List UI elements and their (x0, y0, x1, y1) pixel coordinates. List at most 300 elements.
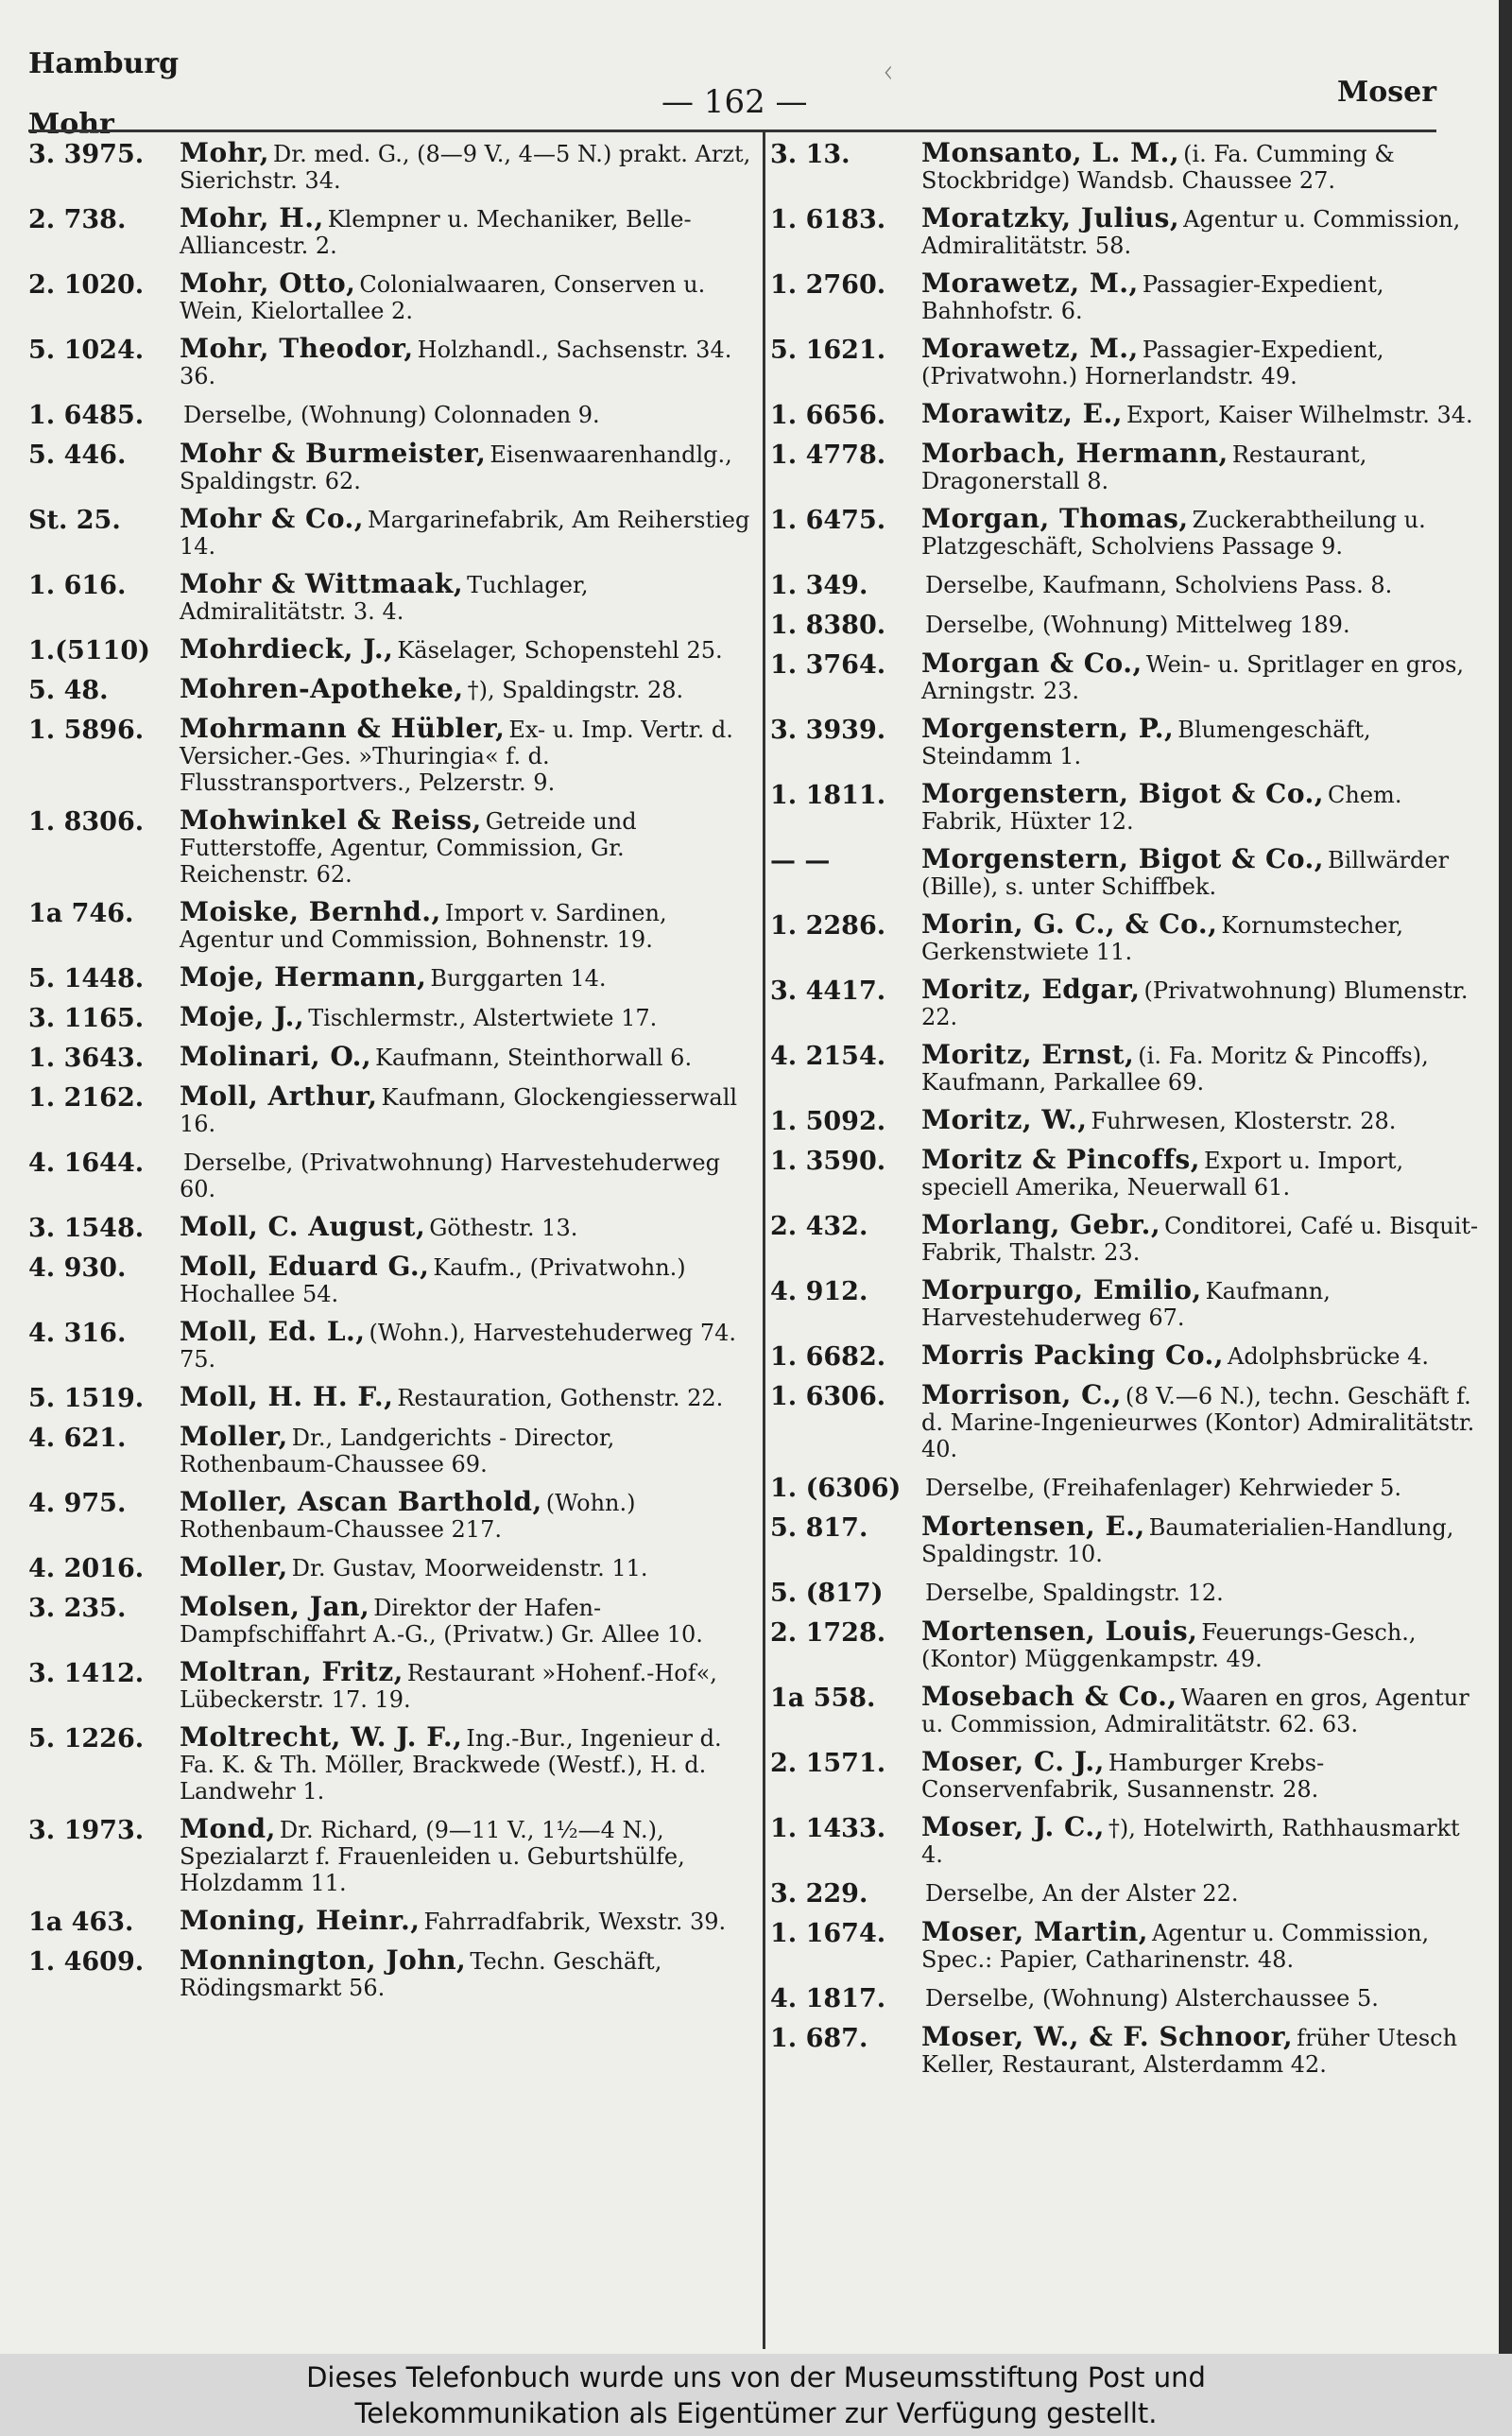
header-city: Hamburg (28, 47, 180, 80)
directory-entry (770, 976, 1488, 1030)
entry-name: Morawetz, M., (921, 268, 1139, 299)
entry-body (921, 650, 1488, 704)
directory-entry (28, 1041, 756, 1073)
entry-body (180, 804, 756, 888)
phone-number: 1. 349. (770, 571, 868, 600)
directory-entry (770, 611, 1488, 639)
entry-name: Mohr & Wittmaak, (180, 568, 464, 599)
footer-line-2: Telekommunikation als Eigentümer zur Verfügung gestellt. (354, 2397, 1158, 2429)
footer-notice (0, 2354, 1512, 2436)
entry-details: Derselbe, (Freihafenlager) Kehrwieder 5. (925, 1475, 1402, 1501)
entry-body (180, 1656, 756, 1713)
entry-name: Morpurgo, Emilio, (921, 1274, 1202, 1305)
directory-entry (770, 1474, 1488, 1502)
entry-body (921, 976, 1488, 1030)
entry-details: Derselbe, (Wohnung) Alsterchaussee 5. (925, 1985, 1379, 2012)
entry-name: Mohr & Co., (180, 503, 365, 534)
entry-body (921, 137, 1488, 194)
pencil-mark: ᚲ (879, 55, 898, 91)
entry-name: Mohrmann & Hübler, (180, 713, 506, 744)
directory-entry (770, 1681, 1488, 1737)
entry-body (921, 1039, 1488, 1096)
phone-number: 4. 930. (28, 1253, 127, 1283)
entry-details: Kornumstecher, Gerkenstwiete 11. (921, 912, 1403, 965)
entry-body (180, 1944, 756, 2001)
directory-entry (770, 1879, 1488, 1908)
directory-entry (28, 1149, 756, 1202)
phone-number: 1.(5110) (28, 636, 150, 665)
entry-details: (8 V.—6 N.), techn. Geschäft f. d. Marine-Ingenieurwes (Kontor) Admiralitätstr. 40. (921, 1383, 1475, 1462)
page-header (28, 38, 1436, 141)
entry-body (921, 202, 1488, 259)
entry-body (921, 438, 1488, 494)
phone-number: 1. (6306) (770, 1474, 902, 1503)
header-left-name: Mohr (28, 108, 114, 141)
directory-entry (28, 1080, 756, 1137)
directory-entry (770, 1579, 1488, 1607)
entry-details: Dr. med. G., (8—9 V., 4—5 N.) prakt. Arzt, Sierichstr. 34. (180, 141, 751, 194)
entry-details: Derselbe, Kaufmann, Scholviens Pass. 8. (925, 572, 1393, 598)
entry-body (921, 1879, 1488, 1908)
directory-entry (770, 1615, 1488, 1672)
phone-number: 3. 1973. (28, 1816, 145, 1845)
entry-body (921, 1615, 1488, 1672)
phone-number: 1. 3764. (770, 650, 886, 680)
entry-body (921, 503, 1488, 560)
phone-number: 3. 3939. (770, 716, 886, 745)
directory-entry (770, 650, 1488, 704)
phone-number: 2. 738. (28, 205, 127, 234)
directory-entry (28, 1591, 756, 1648)
phone-number: 1. 3643. (28, 1044, 145, 1073)
entry-name: Morlang, Gebr., (921, 1209, 1161, 1240)
phone-number: 4. 2016. (28, 1554, 145, 1583)
directory-entry (770, 333, 1488, 389)
phone-number: 1. 6485. (28, 401, 145, 430)
entry-name: Moritz, Edgar, (921, 974, 1141, 1005)
entry-details: Derselbe, (Wohnung) Mittelweg 189. (925, 612, 1350, 638)
entry-body (180, 713, 756, 796)
directory-entry (770, 1104, 1488, 1136)
phone-number: 5. 1024. (28, 336, 145, 365)
entry-details: Agentur u. Commission, Admiralitätstr. 58. (921, 206, 1461, 259)
entry-name: Molsen, Jan, (180, 1591, 370, 1622)
entry-name: Moritz & Pincoffs, (921, 1144, 1201, 1175)
entry-name: Mond, (180, 1813, 276, 1844)
entry-name: Molinari, O., (180, 1041, 372, 1072)
entry-body (180, 1211, 756, 1242)
phone-number: 5. 1448. (28, 964, 145, 993)
phone-number: 1. 2760. (770, 270, 886, 300)
entry-name: Moser, W., & F. Schnoor, (921, 2021, 1294, 2052)
entry-details: Import v. Sardinen, Agentur und Commission, Bohnenstr. 19. (180, 900, 667, 953)
entry-body (921, 1746, 1488, 1803)
phone-number: 3. 3975. (28, 140, 145, 169)
phone-number: 5. 1519. (28, 1384, 145, 1413)
entry-body (921, 571, 1488, 599)
entry-details: Getreide und Futterstoffe, Agentur, Commission, Gr. Reichenstr. 62. (180, 808, 637, 888)
directory-entry (770, 438, 1488, 494)
phone-number: 1. 4778. (770, 441, 886, 470)
entry-details: Techn. Geschäft, Rödingsmarkt 56. (180, 1948, 662, 2001)
entry-body (180, 1041, 756, 1072)
phone-number: St. 25. (28, 506, 121, 535)
entry-name: Monnington, John, (180, 1944, 467, 1976)
entry-name: Moll, H. H. F., (180, 1381, 394, 1412)
entry-name: Mohr, Theodor, (180, 333, 414, 364)
entry-body (921, 333, 1488, 389)
entry-details: Export, Kaiser Wilhelmstr. 34. (1125, 402, 1473, 428)
entry-body (180, 896, 756, 953)
entry-name: Morgenstern, P., (921, 713, 1175, 744)
directory-entry (28, 1486, 756, 1543)
entry-name: Moller, Ascan Barthold, (180, 1486, 542, 1517)
phone-number: 1. 6656. (770, 401, 886, 430)
directory-entry (770, 571, 1488, 599)
entry-details: Tuchlager, Admiralitätstr. 3. 4. (180, 572, 589, 625)
entry-details: Colonialwaaren, Conserven u. Wein, Kielortallee 2. (180, 271, 706, 324)
phone-number: 1. 2286. (770, 911, 886, 941)
directory-entry (770, 1379, 1488, 1462)
entry-details: Billwärder (Bille), s. unter Schiffbek. (921, 847, 1450, 900)
phone-number: 1. 616. (28, 571, 127, 600)
directory-entry (770, 1274, 1488, 1331)
entry-body (180, 568, 756, 625)
directory-entry (770, 1209, 1488, 1266)
entry-body (180, 1080, 756, 1137)
phone-number: 1. 1674. (770, 1919, 886, 1948)
directory-entry (28, 1421, 756, 1477)
entry-body (921, 1379, 1488, 1462)
entry-details: Restaurant, Dragonerstall 8. (921, 441, 1367, 494)
directory-entry (28, 633, 756, 665)
directory-entry (770, 1513, 1488, 1567)
entry-details: (Wohn.) Rothenbaum-Chaussee 217. (180, 1490, 636, 1543)
entry-details: Kaufm., (Privatwohn.) Hochallee 54. (180, 1254, 686, 1307)
entry-name: Morawitz, E., (921, 398, 1123, 429)
directory-entry (28, 1381, 756, 1413)
entry-body (921, 1104, 1488, 1135)
phone-number: 1. 5896. (28, 716, 145, 745)
directory-entry (770, 908, 1488, 965)
phone-number: 1. 1811. (770, 781, 886, 810)
entry-details: Dr. Gustav, Moorweidenstr. 11. (291, 1555, 648, 1581)
directory-entry (28, 1001, 756, 1033)
entry-body (180, 1905, 756, 1936)
directory-entry (770, 1746, 1488, 1803)
entry-details: Derselbe, (Wohnung) Colonnaden 9. (183, 402, 600, 428)
entry-details: Hamburger Krebs-Conservenfabrik, Susannenstr. 28. (921, 1750, 1325, 1803)
entry-details: Feuerungs-Gesch., (Kontor) Müggenkampstr. 49. (921, 1619, 1417, 1672)
entry-body (921, 908, 1488, 965)
entry-details: †), Hotelwirth, Rathhausmarkt 4. (921, 1815, 1460, 1868)
directory-entry (28, 568, 756, 625)
phone-number: 2. 1571. (770, 1749, 886, 1778)
directory-entry (770, 2021, 1488, 2078)
entry-details: Tischlermstr., Alstertwiete 17. (308, 1005, 658, 1031)
header-right-name: Moser (1337, 76, 1436, 109)
entry-body (180, 137, 756, 194)
entry-body (180, 503, 756, 560)
phone-number: 1. 6682. (770, 1342, 886, 1372)
phone-number: 1a 463. (28, 1908, 134, 1937)
entry-body (921, 1474, 1488, 1502)
phone-number: 1. 1433. (770, 1814, 886, 1843)
directory-entry (770, 1984, 1488, 2013)
entry-body (180, 1421, 756, 1477)
entry-name: Mohr, Otto, (180, 268, 356, 299)
directory-entry (28, 1316, 756, 1373)
entry-body (180, 1149, 756, 1202)
entry-details: Blumengeschäft, Steindamm 1. (921, 717, 1371, 769)
phone-number: 1. 8306. (28, 807, 145, 837)
entry-details: †), Spaldingstr. 28. (467, 677, 684, 703)
entry-name: Moser, J. C., (921, 1811, 1105, 1842)
directory-entry (28, 1656, 756, 1713)
right-column (770, 137, 1488, 2342)
entry-body (921, 1144, 1488, 1201)
directory-entry (770, 778, 1488, 835)
entry-body (180, 202, 756, 259)
entry-name: Moning, Heinr., (180, 1905, 421, 1936)
directory-entry (770, 270, 1488, 324)
directory-entry (770, 503, 1488, 560)
entry-details: Göthestr. 13. (429, 1215, 578, 1241)
entry-body (921, 1681, 1488, 1737)
directory-entry (770, 843, 1488, 900)
entry-name: Morbach, Hermann, (921, 438, 1228, 469)
directory-entry (28, 1721, 756, 1805)
entry-body (921, 778, 1488, 835)
phone-number: 5. 1226. (28, 1724, 145, 1754)
entry-body (921, 1209, 1488, 1266)
phone-number: 3. 1165. (28, 1004, 145, 1033)
directory-entry (28, 1813, 756, 1896)
entry-details: Wein- u. Spritlager en gros, Arningstr. 23. (921, 651, 1465, 704)
entry-details: Holzhandl., Sachsenstr. 34. 36. (180, 337, 732, 389)
entry-details: Baumaterialien-Handlung, Spaldingstr. 10. (921, 1514, 1454, 1567)
phone-number: 1a 746. (28, 899, 134, 928)
entry-details: Dr. Richard, (9—11 V., 1½—4 N.), Spezialarzt f. Frauenleiden u. Geburtshülfe, Holzdamm 11. (180, 1817, 685, 1896)
entry-name: Mohren-Apotheke, (180, 673, 464, 704)
entry-body (921, 611, 1488, 639)
entry-details: Derselbe, (Privatwohnung) Harvestehuderweg 60. (180, 1149, 720, 1202)
directory-entry (770, 137, 1488, 194)
entry-name: Moll, Ed. L., (180, 1316, 366, 1347)
phone-number: 1. 3590. (770, 1147, 886, 1176)
directory-entry (28, 804, 756, 888)
entry-name: Moje, J., (180, 1001, 305, 1032)
entry-body (921, 1579, 1488, 1607)
directory-entry (28, 401, 756, 429)
entry-name: Moje, Hermann, (180, 961, 427, 993)
left-column (28, 137, 756, 2342)
entry-details: (Wohn.), Harvestehuderweg 74. 75. (180, 1320, 737, 1373)
phone-number: 2. 1728. (770, 1618, 886, 1648)
entry-body (921, 843, 1488, 900)
entry-details: Restaurant »Hohenf.-Hof«, Lübeckerstr. 17. 19. (180, 1660, 717, 1713)
entry-body (180, 1381, 756, 1412)
entry-body (180, 1591, 756, 1648)
phone-number: 1. 687. (770, 2024, 868, 2053)
entry-name: Mohwinkel & Reiss, (180, 804, 482, 836)
directory-entry (770, 1811, 1488, 1868)
entry-details: Passagier-Expedient, (Privatwohn.) Hornerlandstr. 49. (921, 337, 1384, 389)
phone-number: 5. 1621. (770, 336, 886, 365)
entry-details: Passagier-Expedient, Bahnhofstr. 6. (921, 271, 1384, 324)
entry-name: Mohrdieck, J., (180, 633, 394, 665)
directory-entry (28, 961, 756, 993)
directory-entry (28, 137, 756, 194)
entry-name: Moser, C. J., (921, 1746, 1105, 1777)
phone-number: 3. 4417. (770, 976, 886, 1006)
entry-name: Moltrecht, W. J. F., (180, 1721, 463, 1753)
phone-number: 1. 6306. (770, 1382, 886, 1411)
entry-details: Klempner u. Mechaniker, Belle-Alliancestr. 2. (180, 206, 692, 259)
phone-number: 1. 5092. (770, 1107, 886, 1136)
entry-name: Morris Packing Co., (921, 1339, 1225, 1371)
entry-details: Ex- u. Imp. Vertr. d. Versicher.-Ges. »Thuringia« f. d. Flusstransportvers., Pelzerstr. 9. (180, 717, 733, 796)
entry-details: Waaren en gros, Agentur u. Commission, Admiralitätstr. 62. 63. (921, 1684, 1469, 1737)
phone-number: 4. 316. (28, 1319, 127, 1348)
entry-body (180, 633, 756, 665)
entry-name: Moser, Martin, (921, 1916, 1149, 1947)
footer-line-1: Dieses Telefonbuch wurde uns von der Museumsstiftung Post und (306, 2361, 1206, 2393)
phone-number: 5. 817. (770, 1513, 868, 1543)
directory-entry (770, 1916, 1488, 1973)
entry-name: Moritz, W., (921, 1104, 1088, 1135)
phone-number: 3. 229. (770, 1879, 868, 1909)
phone-number: 5. 446. (28, 441, 127, 470)
phone-number: 1. 2162. (28, 1083, 145, 1113)
phone-number: — — (770, 846, 831, 875)
entry-details: Direktor der Hafen-Dampfschiffahrt A.-G., (Privatw.) Gr. Allee 10. (180, 1595, 703, 1648)
phone-number: 4. 975. (28, 1489, 127, 1518)
entry-details: Zuckerabtheilung u. Platzgeschäft, Scholviens Passage 9. (921, 507, 1426, 560)
entry-details: Kaufmann, Glockengiesserwall 16. (180, 1084, 738, 1137)
entry-body (921, 1339, 1488, 1371)
phone-number: 1. 4609. (28, 1947, 145, 1977)
entry-name: Moltran, Fritz, (180, 1656, 404, 1687)
entry-name: Morawetz, M., (921, 333, 1139, 364)
entry-details: Dr., Landgerichts - Director, Rothenbaum-Chaussee 69. (180, 1425, 615, 1477)
directory-entry (770, 1039, 1488, 1096)
directory-entry (28, 333, 756, 389)
entry-name: Morgenstern, Bigot & Co., (921, 778, 1325, 809)
entry-body (921, 270, 1488, 324)
entry-body (180, 1551, 756, 1582)
directory-entry (28, 1944, 756, 2001)
entry-name: Morgan, Thomas, (921, 503, 1189, 534)
column-divider (763, 132, 765, 2349)
phone-number: 5. 48. (28, 676, 109, 705)
entry-body (921, 1916, 1488, 1973)
phone-number: 3. 235. (28, 1594, 127, 1623)
entry-body (921, 1274, 1488, 1331)
entry-details: (i. Fa. Moritz & Pincoffs), Kaufmann, Parkallee 69. (921, 1043, 1429, 1096)
entry-details: Burggarten 14. (430, 965, 607, 992)
entry-name: Moratzky, Julius, (921, 202, 1180, 233)
entry-body (180, 1486, 756, 1543)
phone-number: 3. 1548. (28, 1214, 145, 1243)
directory-entry (28, 673, 756, 705)
entry-details: (Privatwohnung) Blumenstr. 22. (921, 977, 1469, 1030)
entry-body (921, 2021, 1488, 2078)
entry-details: Fahrradfabrik, Wexstr. 39. (423, 1909, 727, 1935)
entry-details: Käselager, Schopenstehl 25. (397, 637, 723, 664)
entry-body (180, 1253, 756, 1307)
header-rule (28, 130, 1436, 132)
entry-details: Margarinefabrik, Am Reiherstieg 14. (180, 507, 750, 560)
entry-name: Moller, (180, 1421, 288, 1452)
phone-number: 1. 6475. (770, 506, 886, 535)
entry-name: Moll, Arthur, (180, 1080, 378, 1112)
phone-number: 4. 1644. (28, 1149, 145, 1178)
entry-body (921, 713, 1488, 769)
phone-number: 1. 6183. (770, 205, 886, 234)
entry-body (180, 1813, 756, 1896)
phone-number: 1. 8380. (770, 611, 886, 640)
entry-details: Derselbe, Spaldingstr. 12. (925, 1580, 1224, 1606)
entry-details: Ing.-Bur., Ingenieur d. Fa. K. & Th. Möller, Brackwede (Westf.), H. d. Landwehr 1. (180, 1725, 722, 1805)
entry-name: Moiske, Bernhd., (180, 896, 441, 927)
entry-details: Agentur u. Commission, Spec.: Papier, Catharinenstr. 48. (921, 1920, 1430, 1973)
directory-entry (28, 1253, 756, 1307)
entry-body (180, 270, 756, 324)
phone-number: 3. 13. (770, 140, 850, 169)
entry-details: Conditorei, Café u. Bisquit-Fabrik, Thalstr. 23. (921, 1213, 1479, 1266)
entry-body (180, 401, 756, 429)
entry-name: Mohr, H., (180, 202, 324, 233)
entry-details: Derselbe, An der Alster 22. (925, 1880, 1239, 1907)
entry-body (180, 1316, 756, 1373)
entry-name: Mortensen, E., (921, 1511, 1145, 1542)
entry-name: Moll, Eduard G., (180, 1251, 430, 1282)
directory-entry (28, 270, 756, 324)
directory-entry (28, 503, 756, 560)
entry-name: Mortensen, Louis, (921, 1615, 1198, 1647)
directory-entry (28, 896, 756, 953)
phone-number: 4. 2154. (770, 1042, 886, 1071)
entry-name: Moritz, Ernst, (921, 1039, 1135, 1070)
entry-body (180, 961, 756, 993)
directory-entry (770, 713, 1488, 769)
entry-name: Mosebach & Co., (921, 1681, 1177, 1712)
entry-body (921, 1984, 1488, 2013)
directory-entry (28, 1211, 756, 1243)
directory-entry (28, 713, 756, 796)
entry-body (180, 1721, 756, 1805)
entry-name: Morgenstern, Bigot & Co., (921, 843, 1325, 874)
entry-name: Monsanto, L. M., (921, 137, 1180, 168)
entry-name: Morin, G. C., & Co., (921, 908, 1218, 940)
entry-name: Mohr, (180, 137, 269, 168)
entry-body (921, 1513, 1488, 1567)
entry-name: Mohr & Burmeister, (180, 438, 487, 469)
directory-entry (770, 1339, 1488, 1372)
entry-details: (i. Fa. Cumming & Stockbridge) Wandsb. Chaussee 27. (921, 141, 1395, 194)
phone-number: 3. 1412. (28, 1659, 145, 1688)
entry-details: Eisenwaarenhandlg., Spaldingstr. 62. (180, 441, 732, 494)
directory-entry (28, 1551, 756, 1583)
directory-entry (28, 1905, 756, 1937)
entry-body (180, 673, 756, 704)
entry-body (921, 1811, 1488, 1868)
directory-entry (28, 438, 756, 494)
entry-body (180, 333, 756, 389)
entry-body (180, 1001, 756, 1032)
page-number: — 162 — (662, 83, 808, 121)
